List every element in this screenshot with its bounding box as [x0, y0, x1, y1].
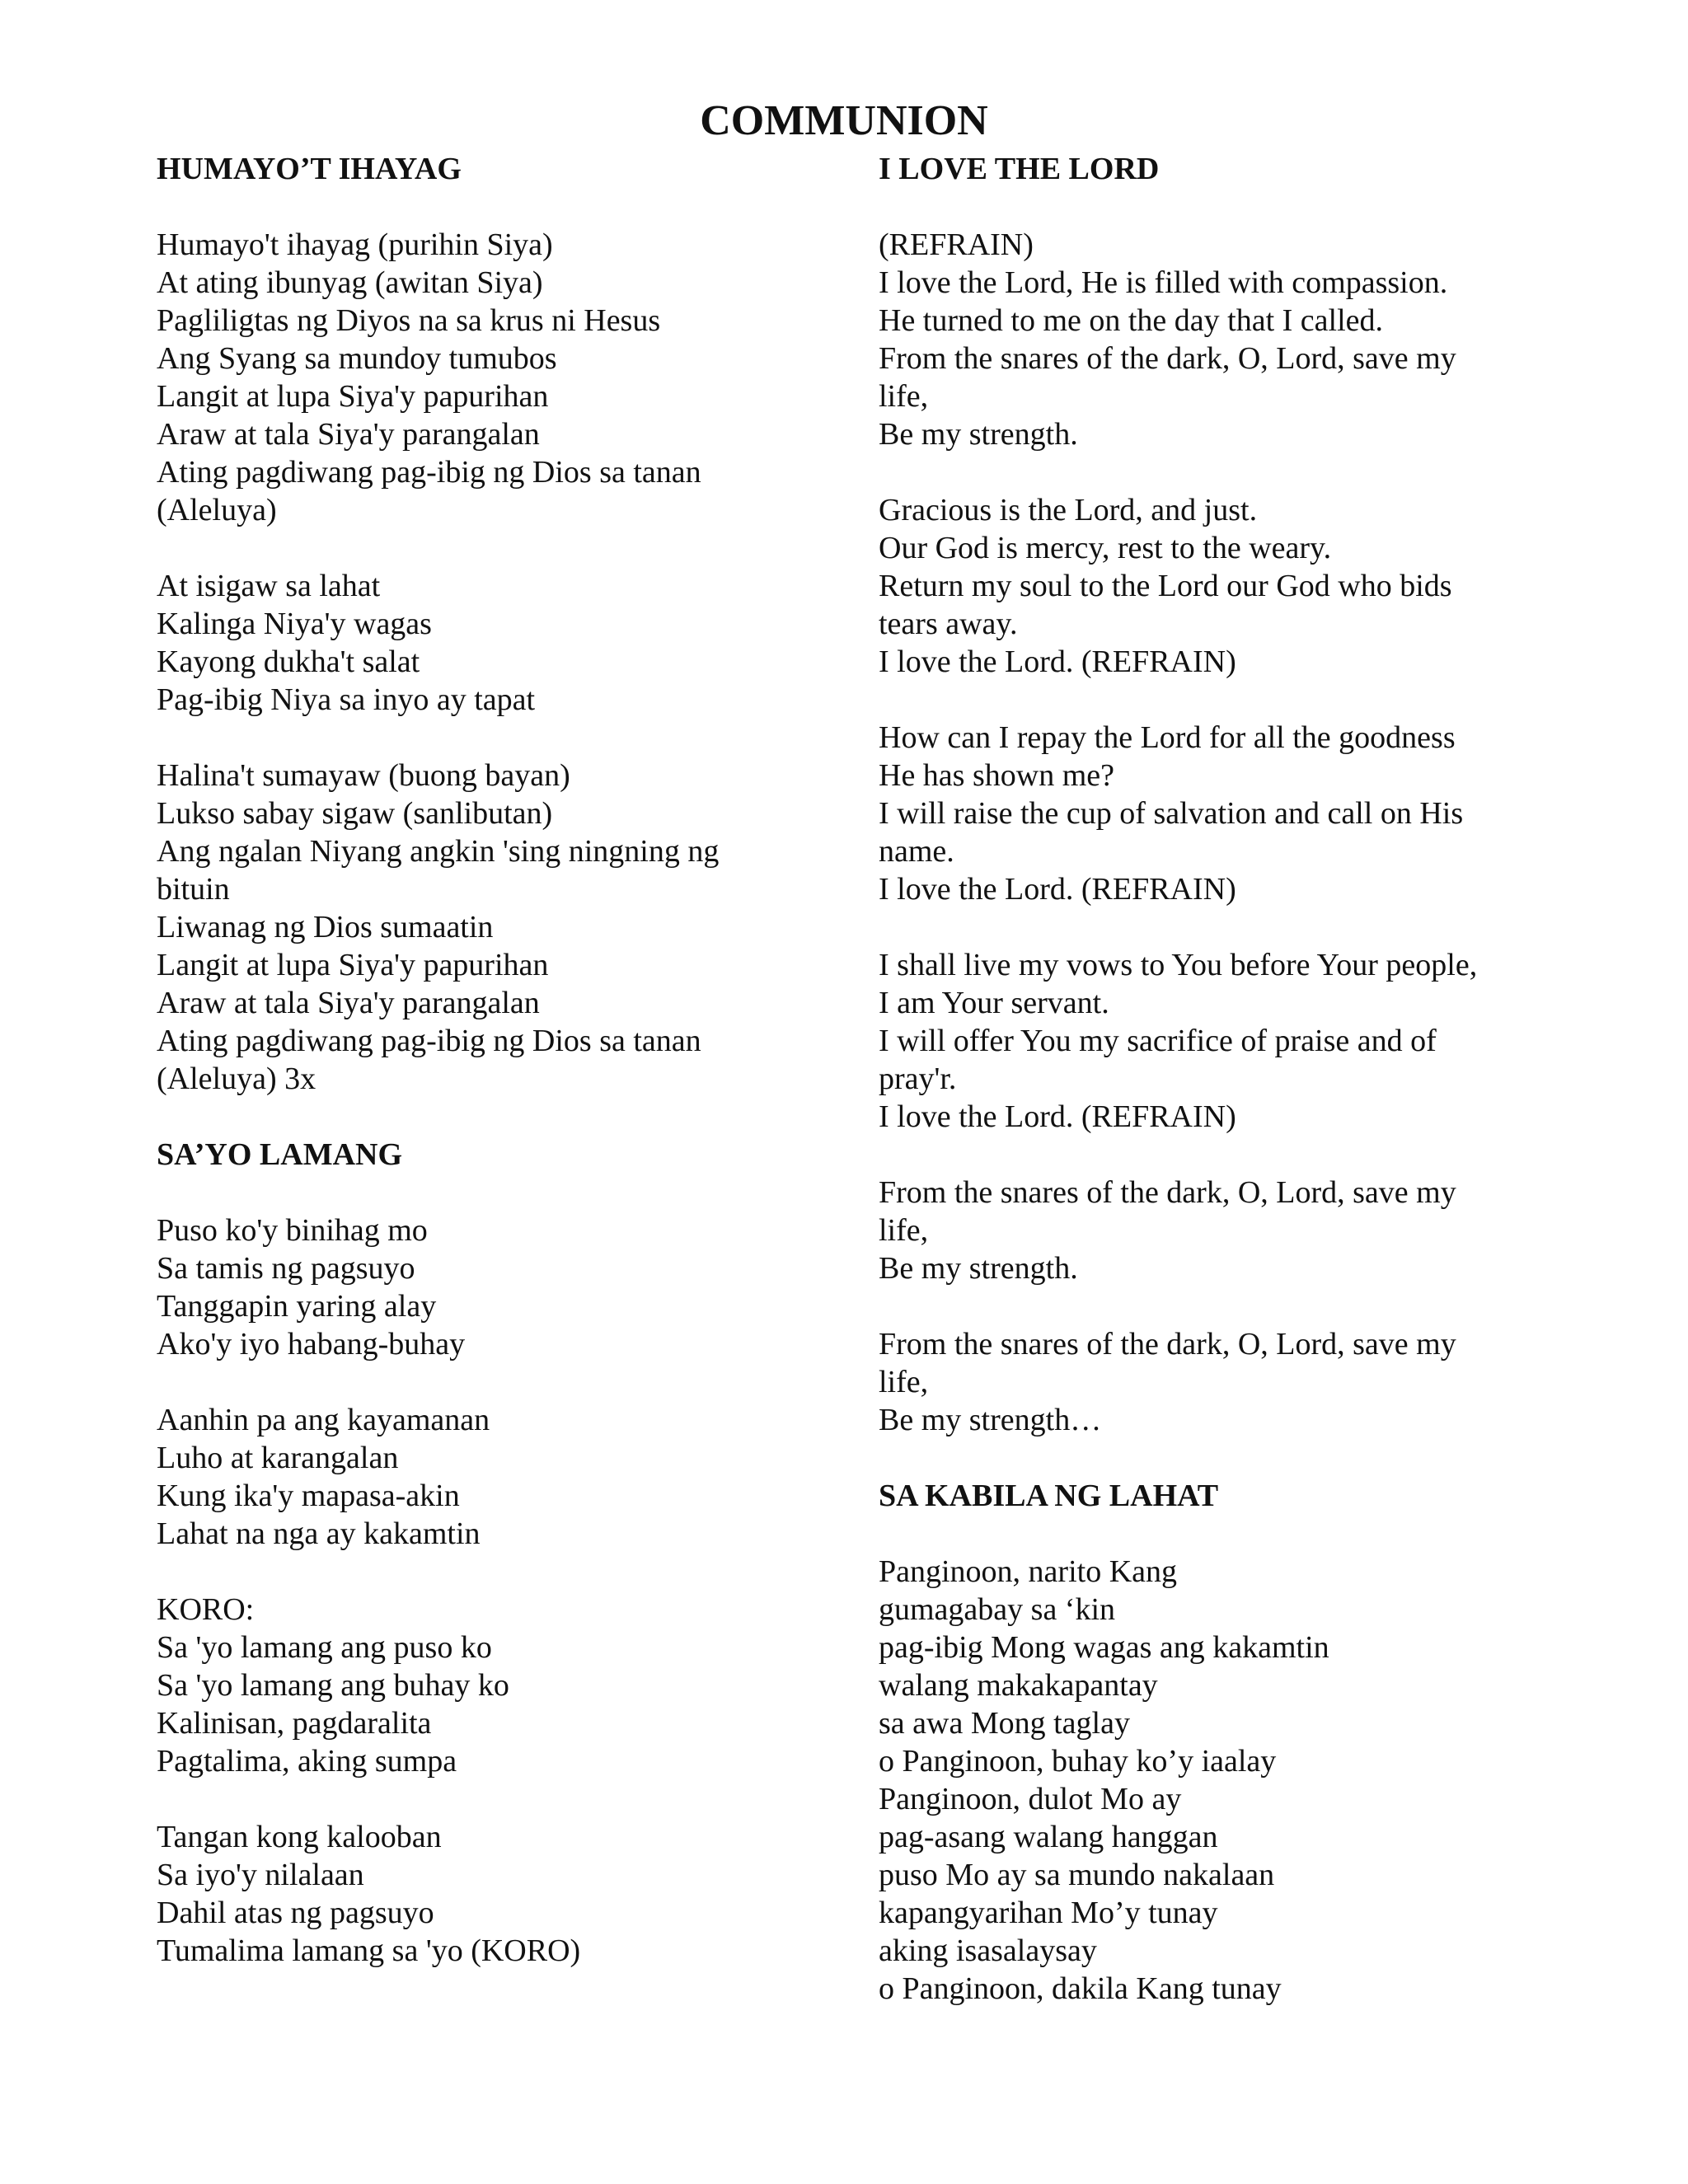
lyric-line: Our God is mercy, rest to the weary.	[879, 531, 1332, 565]
lyric-line: Be my strength.	[879, 1251, 1078, 1286]
lyric-line: From the snares of the dark, O, Lord, save my	[879, 341, 1456, 376]
lyric-line: Kung ika'y mapasa-akin	[157, 1479, 460, 1513]
lyric-line: Araw at tala Siya'y parangalan	[157, 417, 540, 452]
lyric-line: At isigaw sa lahat	[157, 569, 381, 603]
stanza-break	[879, 453, 1530, 491]
lyric-line: (Aleluya)	[157, 493, 277, 527]
lyric-line: Sa tamis ng pagsuyo	[157, 1251, 415, 1286]
stanza-break	[157, 1780, 865, 1818]
lyric-line: Halina't sumayaw (buong bayan)	[157, 758, 570, 793]
stanza-break	[879, 681, 1530, 719]
stanza-break	[157, 1363, 865, 1401]
lyric-line: Tumalima lamang sa 'yo (KORO)	[157, 1933, 581, 1968]
lyric-line: bituin	[157, 872, 230, 907]
lyric-line: Langit at lupa Siya'y papurihan	[157, 948, 549, 982]
stanza-break	[157, 1553, 865, 1591]
lyric-line: Kalinisan, pagdaralita	[157, 1706, 432, 1741]
stanza-break	[157, 529, 865, 567]
lyric-line: I love the Lord. (REFRAIN)	[879, 872, 1236, 907]
lyric-line: He has shown me?	[879, 758, 1114, 793]
lyric-line: pray'r.	[879, 1062, 957, 1096]
lyric-line: Humayo't ihayag (purihin Siya)	[157, 227, 553, 262]
lyrics	[157, 226, 865, 1098]
lyric-line: pag-ibig Mong wagas ang kakamtin	[879, 1630, 1329, 1665]
lyric-line: Ako'y iyo habang-buhay	[157, 1327, 466, 1361]
lyric-line: gumagabay sa ‘kin	[879, 1592, 1116, 1627]
page-title: COMMUNION	[700, 97, 988, 144]
stanza-break	[879, 908, 1530, 946]
lyric-line: Pagliligtas ng Diyos na sa krus ni Hesus	[157, 303, 661, 338]
lyric-line: Ating pagdiwang pag-ibig ng Dios sa tanan	[157, 455, 701, 490]
lyric-line: From the snares of the dark, O, Lord, save my	[879, 1327, 1456, 1361]
lyric-line: o Panginoon, buhay ko’y iaalay	[879, 1744, 1277, 1779]
lyrics	[879, 1553, 1530, 2008]
song-title: SA KABILA NG LAHAT	[879, 1479, 1219, 1513]
lyric-line: life,	[879, 1365, 929, 1399]
lyric-line: I love the Lord. (REFRAIN)	[879, 644, 1236, 679]
lyric-line: (REFRAIN)	[879, 227, 1034, 262]
lyric-line: Ating pagdiwang pag-ibig ng Dios sa tanan	[157, 1024, 701, 1058]
lyric-line: I love the Lord, He is filled with compassion.	[879, 265, 1448, 300]
lyric-line: Tangan kong kalooban	[157, 1820, 442, 1854]
lyric-line: tears away.	[879, 607, 1018, 641]
lyric-line: Sa 'yo lamang ang buhay ko	[157, 1668, 509, 1703]
lyric-line: Pagtalima, aking sumpa	[157, 1744, 457, 1779]
lyric-line: At ating ibunyag (awitan Siya)	[157, 265, 543, 300]
lyric-line: Be my strength.	[879, 417, 1078, 452]
song-humayot-ihayag	[157, 150, 865, 1098]
lyric-line: I will raise the cup of salvation and call on His	[879, 796, 1464, 831]
lyric-line: sa awa Mong taglay	[879, 1706, 1130, 1741]
song-sa-kabila-ng-lahat	[879, 1477, 1530, 2008]
lyric-line: Pag-ibig Niya sa inyo ay tapat	[157, 682, 536, 717]
lyric-line: Dahil atas ng pagsuyo	[157, 1896, 434, 1930]
stanza-break	[879, 1287, 1530, 1325]
lyric-line: name.	[879, 834, 954, 869]
lyric-line: Aanhin pa ang kayamanan	[157, 1403, 490, 1437]
right-column	[879, 150, 1530, 2008]
lyric-line: life,	[879, 379, 929, 414]
lyric-line: Be my strength…	[879, 1403, 1102, 1437]
lyric-line: aking isasalaysay	[879, 1933, 1097, 1968]
lyric-line: Puso ko'y binihag mo	[157, 1213, 428, 1248]
lyric-line: walang makakapantay	[879, 1668, 1158, 1703]
lyric-line: kapangyarihan Mo’y tunay	[879, 1896, 1218, 1930]
lyric-line: Lukso sabay sigaw (sanlibutan)	[157, 796, 553, 831]
lyric-line: From the snares of the dark, O, Lord, save my	[879, 1175, 1456, 1210]
lyric-line: pag-asang walang hanggan	[879, 1820, 1218, 1854]
lyric-line: He turned to me on the day that I called.	[879, 303, 1384, 338]
stanza-break	[157, 719, 865, 757]
lyric-line: How can I repay the Lord for all the goodness	[879, 720, 1456, 755]
lyrics	[879, 226, 1530, 1439]
lyric-line: o Panginoon, dakila Kang tunay	[879, 1971, 1282, 2006]
song-title: HUMAYO’T IHAYAG	[157, 152, 462, 186]
lyric-line: Langit at lupa Siya'y papurihan	[157, 379, 549, 414]
lyric-line: Panginoon, dulot Mo ay	[879, 1782, 1182, 1816]
lyric-line: I shall live my vows to You before Your people,	[879, 948, 1478, 982]
left-column	[157, 150, 865, 1970]
section-gap	[157, 1098, 865, 1136]
lyric-line: Araw at tala Siya'y parangalan	[157, 986, 540, 1020]
stanza-break	[879, 1136, 1530, 1174]
lyric-line: Kayong dukha't salat	[157, 644, 420, 679]
lyric-line: Ang Syang sa mundoy tumubos	[157, 341, 557, 376]
lyric-line: (Aleluya) 3x	[157, 1062, 316, 1096]
lyric-line: Tanggapin yaring alay	[157, 1289, 437, 1324]
lyric-line: Panginoon, narito Kang	[879, 1554, 1178, 1589]
lyric-line: Sa iyo'y nilalaan	[157, 1858, 364, 1892]
lyric-line: life,	[879, 1213, 929, 1248]
song-i-love-the-lord	[879, 150, 1530, 1439]
lyric-line: Gracious is the Lord, and just.	[879, 493, 1258, 527]
lyric-line: KORO:	[157, 1592, 255, 1627]
lyric-line: I love the Lord. (REFRAIN)	[879, 1099, 1236, 1134]
lyric-line: Sa 'yo lamang ang puso ko	[157, 1630, 492, 1665]
lyric-line: puso Mo ay sa mundo nakalaan	[879, 1858, 1275, 1892]
lyric-line: Liwanag ng Dios sumaatin	[157, 910, 494, 944]
section-gap	[879, 1439, 1530, 1477]
lyric-line: I am Your servant.	[879, 986, 1109, 1020]
lyric-line: Ang ngalan Niyang angkin 'sing ningning ng	[157, 834, 720, 869]
lyric-line: Luho at karangalan	[157, 1441, 399, 1475]
lyrics	[157, 1212, 865, 1970]
lyric-line: Kalinga Niya'y wagas	[157, 607, 432, 641]
lyric-line: Return my soul to the Lord our God who bids	[879, 569, 1452, 603]
lyric-line: I will offer You my sacrifice of praise and of	[879, 1024, 1437, 1058]
song-title: I LOVE THE LORD	[879, 152, 1160, 186]
lyric-line: Lahat na nga ay kakamtin	[157, 1516, 481, 1551]
song-sayo-lamang	[157, 1136, 865, 1970]
song-title: SA’YO LAMANG	[157, 1137, 403, 1172]
